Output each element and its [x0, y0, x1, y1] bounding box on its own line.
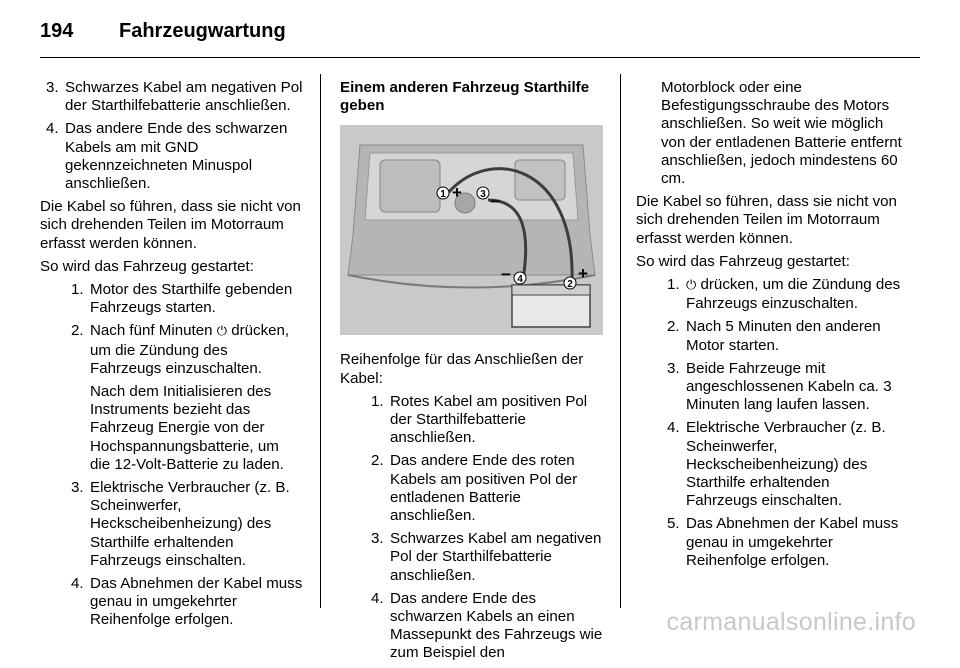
column-1	[40, 79, 303, 635]
connect-steps	[340, 393, 603, 663]
list-number: 1.	[667, 276, 680, 294]
list-text: Rotes Kabel am positiven Pol der Starthilfebatterie anschließen.	[390, 392, 588, 447]
list-item	[40, 120, 303, 193]
power-icon: ⏻	[216, 324, 227, 340]
column-divider-1	[320, 74, 321, 608]
list-item	[661, 515, 903, 570]
minus-sign: −	[490, 192, 500, 212]
list-number: 3.	[371, 530, 384, 548]
list-number: 4.	[71, 575, 84, 593]
list-text: Beide Fahrzeuge mit angeschlossenen Kabeln ca. 3 Minuten lang laufen lassen.	[686, 359, 892, 414]
list-number: 3.	[667, 359, 680, 377]
list-number: 4.	[371, 589, 384, 607]
page-number: 194	[40, 20, 74, 42]
list-item	[661, 318, 903, 354]
list-number: 2.	[71, 322, 84, 340]
callout-4: 4	[517, 274, 523, 286]
section-heading: Einem anderen Fahrzeug Starthilfe geben	[340, 79, 590, 115]
list-item	[365, 452, 603, 525]
list-text: Nach 5 Minuten den anderen Motor starten.	[686, 318, 881, 354]
list-item	[65, 479, 303, 570]
paragraph: Reihenfolge für das Anschließen der Kabel:	[340, 351, 584, 387]
callout-1: 1	[440, 189, 446, 201]
step-note: Nach dem Initialisieren des Instruments bezieht das Fahrzeug Energie von der Hochspannungsbatterie, um die 12-Volt-Batterie zu laden.	[90, 383, 284, 473]
continued-text: Motorblock oder eine Befestigungsschraube des Motors anschließen. So weit wie möglich von der entladenen Batterie entfernt anschließen, jedoch mindestens 60 cm.	[661, 79, 902, 188]
list-text: Elektrische Verbraucher (z. B. Scheinwerfer, Heckscheibenheizung) des Starthilfe erhaltenden Fahrzeugs einschalten.	[90, 479, 290, 569]
plus-sign: +	[452, 183, 462, 203]
list-item	[40, 79, 303, 115]
list-item	[65, 281, 303, 317]
list-number: 3.	[46, 79, 59, 96]
start-steps	[40, 281, 303, 630]
list-text: drücken, um die Zündung des Fahrzeugs einzuschalten.	[90, 322, 290, 377]
list-text: Nach fünf Minuten	[90, 322, 213, 340]
paragraph: So wird das Fahrzeug gestartet:	[636, 252, 850, 270]
list-text: Das Abnehmen der Kabel muss genau in umgekehrter Reihenfolge erfolgen.	[686, 515, 899, 569]
list-number: 5.	[667, 515, 680, 533]
power-icon: ⏻	[686, 278, 697, 294]
paragraph: Die Kabel so führen, dass sie nicht von sich drehenden Teilen im Motorraum erfasst werden können.	[40, 198, 301, 252]
jump-start-illustration	[340, 125, 603, 335]
list-item	[65, 322, 303, 378]
list-item	[365, 530, 603, 585]
jump-start-diagram	[340, 125, 603, 335]
column-3	[636, 79, 903, 575]
list-number: 3.	[71, 479, 84, 497]
list-text: Das andere Ende des roten Kabels am positiven Pol der entladenen Batterie anschließen.	[390, 452, 578, 525]
list-number: 1.	[371, 392, 384, 410]
paragraph: So wird das Fahrzeug gestartet:	[40, 257, 254, 275]
list-text: drücken, um die Zündung des Fahrzeugs einzuschalten.	[686, 276, 901, 313]
list-item	[65, 575, 303, 630]
list-text: Das andere Ende des schwarzen Kabels am mit GND gekennzeichneten Minuspol anschließen.	[65, 120, 288, 193]
list-number: 2.	[371, 452, 384, 470]
list-text: Elektrische Verbraucher (z. B. Scheinwerfer, Heckscheibenheizung) des Starthilfe erhaltenden Fahrzeugs einschalten.	[686, 419, 886, 510]
start-steps	[636, 276, 903, 570]
list-text: Das andere Ende des schwarzen Kabels an einen Massepunkt des Fahrzeugs wie zum Beispiel den	[390, 589, 603, 662]
paragraph: Die Kabel so führen, dass sie nicht von sich drehenden Teilen im Motorraum erfasst werden können.	[636, 193, 897, 247]
list-text: Schwarzes Kabel am negativen Pol der Starthilfebatterie anschließen.	[390, 530, 602, 584]
column-divider-2	[620, 74, 621, 608]
column-2	[340, 79, 603, 668]
callout-2: 2	[567, 279, 573, 291]
list-number: 4.	[667, 419, 680, 437]
list-number: 1.	[71, 281, 84, 299]
list-text: Schwarzes Kabel am negativen Pol der Starthilfebatterie anschließen.	[65, 79, 303, 115]
header-rule	[40, 57, 920, 58]
list-item	[661, 360, 903, 415]
list-item	[661, 276, 903, 313]
list-number: 4.	[46, 120, 59, 138]
plus-sign: +	[578, 264, 588, 284]
page-title: Fahrzeugwartung	[119, 20, 286, 42]
list-number: 2.	[667, 318, 680, 336]
list-text: Das Abnehmen der Kabel muss genau in umgekehrter Reihenfolge erfolgen.	[90, 575, 303, 629]
watermark: carmanualsonline.info	[666, 608, 916, 636]
list-item	[365, 393, 603, 448]
callout-3: 3	[480, 189, 486, 201]
list-text: Motor des Starthilfe gebenden Fahrzeugs starten.	[90, 281, 293, 317]
list-item	[365, 590, 603, 663]
minus-sign: −	[501, 265, 511, 285]
list-item	[661, 419, 903, 510]
